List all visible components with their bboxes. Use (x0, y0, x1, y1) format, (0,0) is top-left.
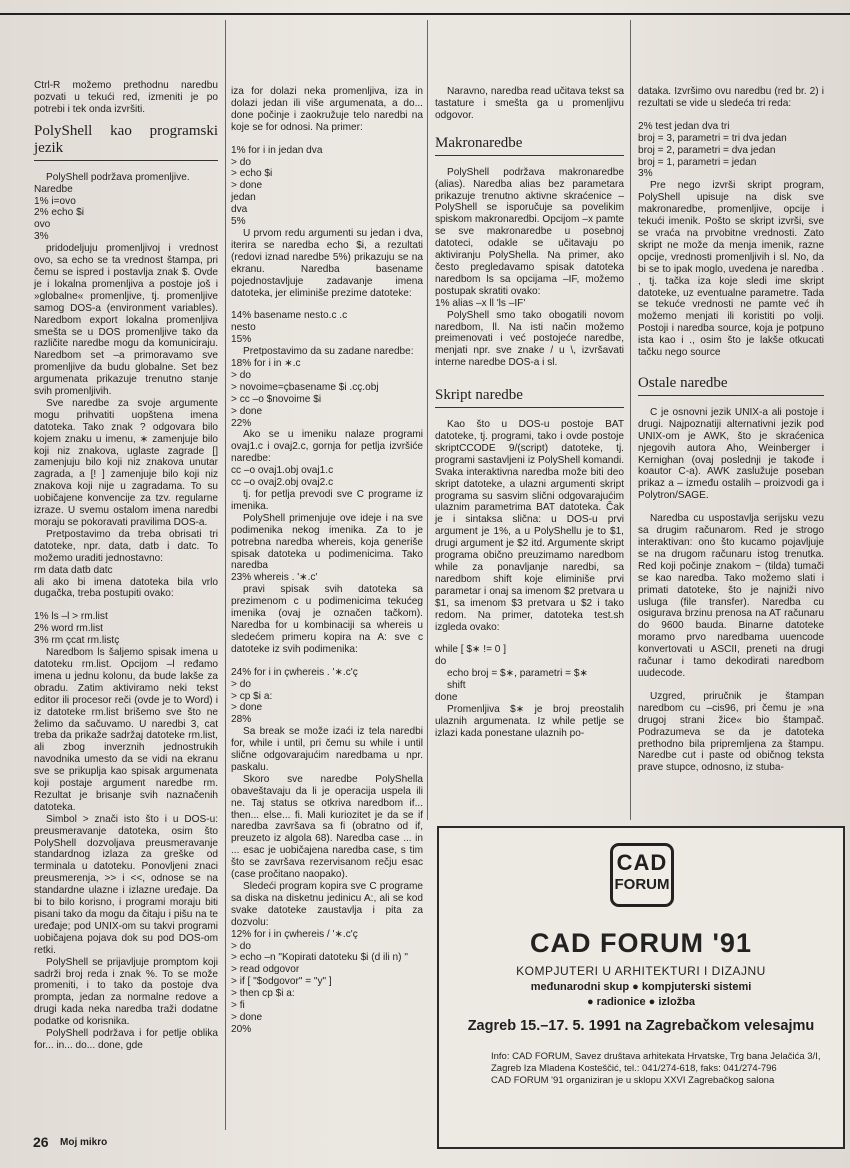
ad-title: CAD FORUM '91 (530, 928, 752, 958)
paragraph: Sledeći program kopira sve C programe sa diska na disketnu jedinicu A:, ali se kod svake datoteke zaustavlja i pita za dozvolu: (231, 881, 423, 928)
paragraph: Naredbom ls šaljemo spisak imena u datoteku rm.list. Opcijom –l ređamo imena u jednu kolonu, da bude lakše za obradu. Zatim aktiviramo neki tekst editor ili procesor reči (ovde je to Word) i iz datoteke rm.list brišemo sve što ne želimo da sačuvamo. U naredbi 3, cat treba da prikaže sadržaj datoteke rm.list, ali zbog inverznih jednostrukih navodnika umesto da se vidi na ekranu sve se prikuplja kao spisak argumenata koji postaje argument naredbe rm. Rezultat je brisanje svih naznačenih datoteka. (34, 647, 218, 813)
paragraph: Pretpostavimo da treba obrisati tri datoteke, npr. data, datb i datc. To možemo uraditi jednostavno: (34, 528, 218, 564)
code-line: 18% for i in ∗.c (231, 358, 301, 370)
paragraph: pridodeljuju promenljivoj i vrednost ovo, sa echo se ta vrednost štampa, pri čemu se ispred i postavlja znak $. Ovde je i lokalna promenljiva a postoje još i »globalne« promenljive, tj. promenljive samog DOS-a (environment variables). Naredbom export lokalna promenljiva smešta se u DOS promenljive tako da različite naredbe mogu da komuniciraju. Naredbom set –a primoravamo sve promenljive da budu globalne. Set bez argumenata prikazuje trenutno stanje svih promenljivih. (34, 243, 218, 398)
cad-forum-logo (610, 843, 674, 907)
paragraph: PolyShell smo tako obogatili novom naredbom, ll. Na isti način možemo preimenovati i već postojeće naredbe, menjati npr. sve znake / u \, izvršavati interne naredbe DOS-a i sl. (435, 309, 624, 369)
code-line: > echo $i (231, 168, 273, 180)
code-line: > if [ "$odgovor" = "y" ] (231, 976, 332, 988)
paragraph: Naravno, naredba read učitava tekst sa tastature i smešta ga u promenljivu odgovor. (435, 86, 624, 121)
code-line: 1% i=ovo (34, 195, 76, 207)
paragraph: PolyShell primenjuje ove ideje i na sve podimenika nekog imenika. Za to je potrebna naredba whereis, koja generiše spisak datoteka u podimenicima. Tako naredba (231, 512, 423, 572)
code-line: rm data datb datc (34, 564, 113, 576)
code-line: > then cp $i a: (231, 988, 295, 1000)
code-line: 1% ls –l > rm.list (34, 611, 108, 623)
paragraph: PolyShell podržava i for petlje oblika for... in... do... done, gde (34, 1028, 218, 1051)
code-line: > do (231, 678, 251, 690)
column-2 (231, 86, 423, 1036)
code-line: 12% for i in çwhereis / '∗.c'ç (231, 928, 358, 940)
code-line: broj = 1, parametri = jedan (638, 156, 757, 168)
code-line: dva (231, 204, 248, 216)
code-line: > fi (231, 1000, 245, 1012)
logo-text-cad: CAD (616, 850, 668, 875)
code-line: 2% test jedan dva tri (638, 120, 730, 132)
code-line: PolyShell podržava promenljive. (46, 171, 190, 183)
code-line: > do (231, 940, 251, 952)
column-3 (435, 86, 624, 740)
paragraph: pravi spisak svih datoteka sa prezimenom c u podimenicima tekućeg imenika (ovaj je označen tačkom). Naredba for u kombinaciji sa whereis u sledećem primeru kopira na A: sve c datoteke iz svih podimenika: (231, 584, 423, 655)
code-line: 2% word rm.list (34, 623, 103, 635)
code-line: > done (231, 405, 263, 417)
code-line: ovo (34, 219, 51, 231)
code-line: > do (231, 369, 251, 381)
ad-subtitle: KOMPJUTERI U ARHITEKTURI I DIZAJNU (516, 964, 766, 978)
column-4 (638, 86, 824, 774)
paragraph: Uzgred, priručnik je štampan naredbom cu –cis96, pri čemu je »na drugoj strani žice« bio štampač. Podrazumeva se da je datoteka prethodno bila pripremljena za štampu. Naredbe cut i paste od običnog teksta prave stupce, odnosno, iz stuba- (638, 690, 824, 774)
code-line: > cc –o $novoime $i (231, 393, 322, 405)
paragraph: Pretpostavimo da su zadane naredbe: (243, 346, 414, 358)
paragraph: PolyShell se prijavljuje promptom koji sadrži broj reda i znak %. To se može promeniti, i to tako da postoje dva prompta, jedan za normalne redove a drugi kada neka naredba traži dodatne podatke od korisnika. (34, 956, 218, 1028)
code-line: 1% for i in jedan dva (231, 144, 323, 156)
code-line: 1% alias –x ll 'ls –IF' (435, 297, 526, 309)
section-heading: Makronaredbe (435, 135, 624, 156)
code-line: 23% whereis . '∗.c' (231, 572, 318, 584)
ad-features-line: međunarodni skup ● kompjuterski sistemi (530, 981, 752, 993)
code-line: 20% (231, 1023, 252, 1035)
section-heading: Skript naredbe (435, 387, 624, 408)
column-separator (630, 20, 631, 820)
magazine-name: Moj mikro (60, 1137, 108, 1148)
code-line: cc –o ovaj1.obj ovaj1.c (231, 465, 334, 477)
paragraph: ali ako bi imena datoteka bila vrlo dugačka, treba postupiti ovako: (34, 576, 218, 600)
paragraph: Ako se u imeniku nalaze programi ovaj1.c i ovaj2.c, gornja for petlja izvršiće naredbe: (231, 429, 423, 465)
paragraph: Kao što u DOS-u postoje BAT datoteke, tj. programi, tako i ovde postoje skriptCCODE 9/(script) datoteke, tj. programi sastavljeni iz PolyShell komandi. Svaka interaktivna naredba može biti deo skript datoteke, a ulazni argumenti skript programa su sasvim slični odgovarajućim ulaznim parametrima BAT datoteka. Čak je i sintaksa slična: u DOS-u prvi argument je 1%, a u PolyShellu je to $1, drugi argument je $2 itd. Argumente skript programa obično preuzimamo naredbom while za ponavljanje naredbi, sa naredbom shift koje eliminiše prvi parametar i onaj sa imenom $2 pretvara u $1, sa imenom $3 pretvara u $2 i tako redom. Na primer, datoteka test.sh izgleda ovako: (435, 419, 624, 633)
column-separator (427, 20, 428, 820)
ad-features-line: ● radionice ● izložba (586, 996, 696, 1008)
code-line: 2% echo $i (34, 207, 84, 219)
code-line: nesto (231, 322, 256, 334)
paragraph: Naredba cu uspostavlja serijsku vezu sa drugim računarom. Red je strogo interaktivan: ono što kucamo pojavljuje se na drugom računaru istog trenutka. Red koji počinje znakom ~ (tilda) tumači se kao naredba. Tako možemo slati i primati datoteke, što je najniži nivo usluga (file transfer). Naredba cu osigurava brzinu prenosa na AT računaru do 9600 bauda. Binarne datoteke moramo prvo naredbama uuencode konvertovati u ASCII, preneti na drugi računar i tamo dekodirati naredbom uudecode. (638, 513, 824, 679)
paragraph: Simbol > znači isto što i u DOS-u: preusmeravanje datoteka, osim što PolyShell dozvoljava preusmeravanje standardnog izlaza za greške od terminala u datoteku. Ponovljeni znaci preusmerenja, >> i <<, odnose se na standardne ulazne i izlazne uređaje. Da bi to bilo korisno, i programi moraju biti pisani tako da mogu da čitaju i pišu na te uređaje; pod UNIX-om su takvi programi uobičajena pojava dok su pod DOS-om retki. (34, 813, 218, 956)
code-line: 5% (231, 216, 246, 228)
paragraph: iza for dolazi neka promenljiva, iza in dolazi jedan ili više argumenata, a do... done počinje i zaokružuje telo naredbi na koje se for odnosi. Na primer: (231, 86, 423, 133)
code-line: > done (231, 180, 263, 192)
page-number: 26 (33, 1134, 49, 1150)
code-line: broj = 2, parametri = dva jedan (638, 144, 776, 156)
paragraph: C je osnovni jezik UNIX-a ali postoje i drugi. Najpoznatiji alternativni jezik pod UNIX-om je AWK, što je skraćenica njegovih autora Aho, Weinberger i Kernighan (ovaj poslednji je takođe i koautor C-a). AWK zaslužuje poseban prikaz a – između ostalih – proizvodi ga i Polytron/SAGE. (638, 406, 824, 502)
paragraph: Sa break se može izaći iz tela naredbi for, while i until, pri čemu su while i until slične odgovarajućim naredbama u npr. paskalu. (231, 726, 423, 773)
code-line: shift (447, 680, 466, 692)
ad-contact-info (491, 1051, 821, 1087)
code-line: Naredbe (34, 183, 73, 195)
code-line: while [ $∗ != 0 ] (435, 644, 507, 656)
code-line: > echo –n "Kopirati datoteku $i (d ili n) " (231, 952, 408, 964)
code-line: > novoime=çbasename $i .cç.obj (231, 381, 379, 393)
code-line: broj = 3, parametri = tri dva jedan (638, 132, 787, 144)
paragraph: Ctrl-R možemo prethodnu naredbu pozvati u tekući red, izmeniti je po potrebi i tek onda izvršiti. (34, 80, 218, 115)
code-line: 22% (231, 417, 252, 429)
code-line: 3% rm çcat rm.listç (34, 635, 120, 647)
code-line: 3% (638, 168, 653, 180)
paragraph: Sve naredbe za svoje argumente mogu prihvatiti uopštena imena datoteka. Tako znak ? odgovara bilo kojem znaku u imenu, ∗ zamenjuje bilo koji niz znakova, uglaste zagrade [] zamenjuju bilo koji niz znakova unutar zagrada, a [! ] zamenjuje bilo koji niz znakova koji nije u zagradama. To su uobičajene konvencije za tzv. regularne izraze. U svemu ostalom imena naredbi moraju se pokoravati pravilima DOS-a. (34, 397, 218, 528)
code-line: 24% for i in çwhereis . '∗.c'ç (231, 666, 358, 678)
code-line: 15% (231, 334, 252, 346)
code-line: > do (231, 156, 251, 168)
paragraph: Pre nego izvrši skript program, PolyShell upisuje na disk sve makronaredbe, promenljive, opcije i tekući imenik. Pošto se skript izvrši, sve se vraća na prvobitne vrednosti. Zato skript ne može da menja imenik, razne opcije, vrednosti promenljivih i sl. No, da bi se to ipak moglo, uvedena je naredba . , tj. tačka iza koje sledi ime skript datoteke, uz eventualne parametre. Tada se tekuće vrednosti ne pamte već ih možemo menjati ili koristiti po volji. Postoji i naredba source, koja je potpuno ista kao i ., osim što je lakše otkucati tačku nego source (638, 180, 824, 359)
cad-forum-advertisement (437, 826, 845, 1149)
paragraph: PolyShell podržava makronaredbe (alias). Naredba alias bez parametara prikazuje trenutno aktivne skraćenice – PolyShell se isporučuje sa povelikim spiskom makronaredbi. Opcijom –x pamte se sve makronaredbe u posebnoj datoteci, odakle se učitavaju po aktiviranju PolyShella. Na primer, ako često pregledavamo spisak datoteka naredbom ls sa opcijama –IF, možemo postupak skratiti ovako: (435, 166, 624, 297)
code-line: done (435, 692, 458, 704)
section-heading: Ostale naredbe (638, 375, 824, 396)
code-line: 28% (231, 714, 252, 726)
column-separator (225, 20, 226, 1130)
ad-date-location: Zagreb 15.–17. 5. 1991 na Zagrebačkom velesajmu (467, 1018, 815, 1034)
code-line: jedan (231, 192, 256, 204)
code-line: > done (231, 702, 263, 714)
code-line: > read odgovor (231, 964, 300, 976)
paragraph: Skoro sve naredbe PolyShella obaveštavaju da li je operacija uspela ili ne. Taj status se otkriva naredbom if... then... else... fi. Mali kuriozitet je da se if naredba završava sa fi (obratno od if, preuzeto iz algola 68). Naredba case ... in ... esac je uobičajena naredba case, s tim što se završava rezervisanom rečju esac (case pročitano naopako). (231, 773, 423, 881)
code-line: > cp $i a: (231, 690, 273, 702)
code-line: > done (231, 1011, 263, 1023)
ad-info-line: Zagreb Iza Mladena Kosteščić, tel.: 041/274-618, faks: 041/274-796 (491, 1063, 777, 1074)
code-line: cc –o ovaj2.obj ovaj2.c (231, 477, 334, 489)
code-line: 14% basename nesto.c .c (231, 310, 348, 322)
code-line: 3% (34, 231, 49, 243)
code-line: echo broj = $∗, parametri = $∗ (447, 668, 588, 680)
paragraph: Promenljiva $∗ je broj preostalih ulaznih argumenata. Iz while petlje se izlazi kada ponestane ulaznih po- (435, 703, 624, 739)
section-heading: PolyShell kao programski jezik (34, 123, 218, 161)
paragraph: U prvom redu argumenti su jedan i dva, iterira se naredba echo $i, a rezultati (redovi iznad naredbe 5%) prikazuju se na ekranu. Naredba basename pojednostavljuje zadavanje imena datoteka, jer eliminiše prezime datoteke: (231, 227, 423, 299)
ad-info-line: Info: CAD FORUM, Savez društava arhitekata Hrvatske, Trg bana Jelačića 3/I, (491, 1051, 821, 1062)
logo-text-forum: FORUM (614, 876, 670, 893)
ad-info-line: CAD FORUM '91 organiziran je u sklopu XXVI Zagrebačkog salona (491, 1075, 775, 1086)
code-line: do (435, 656, 447, 668)
paragraph: tj. for petlja prevodi sve C programe iz imenika. (231, 489, 423, 512)
paragraph: dataka. Izvršimo ovu naredbu (red br. 2) i rezultati se vide u sledeća tri reda: (638, 86, 824, 109)
column-1 (34, 80, 218, 1052)
top-rule (0, 13, 850, 15)
